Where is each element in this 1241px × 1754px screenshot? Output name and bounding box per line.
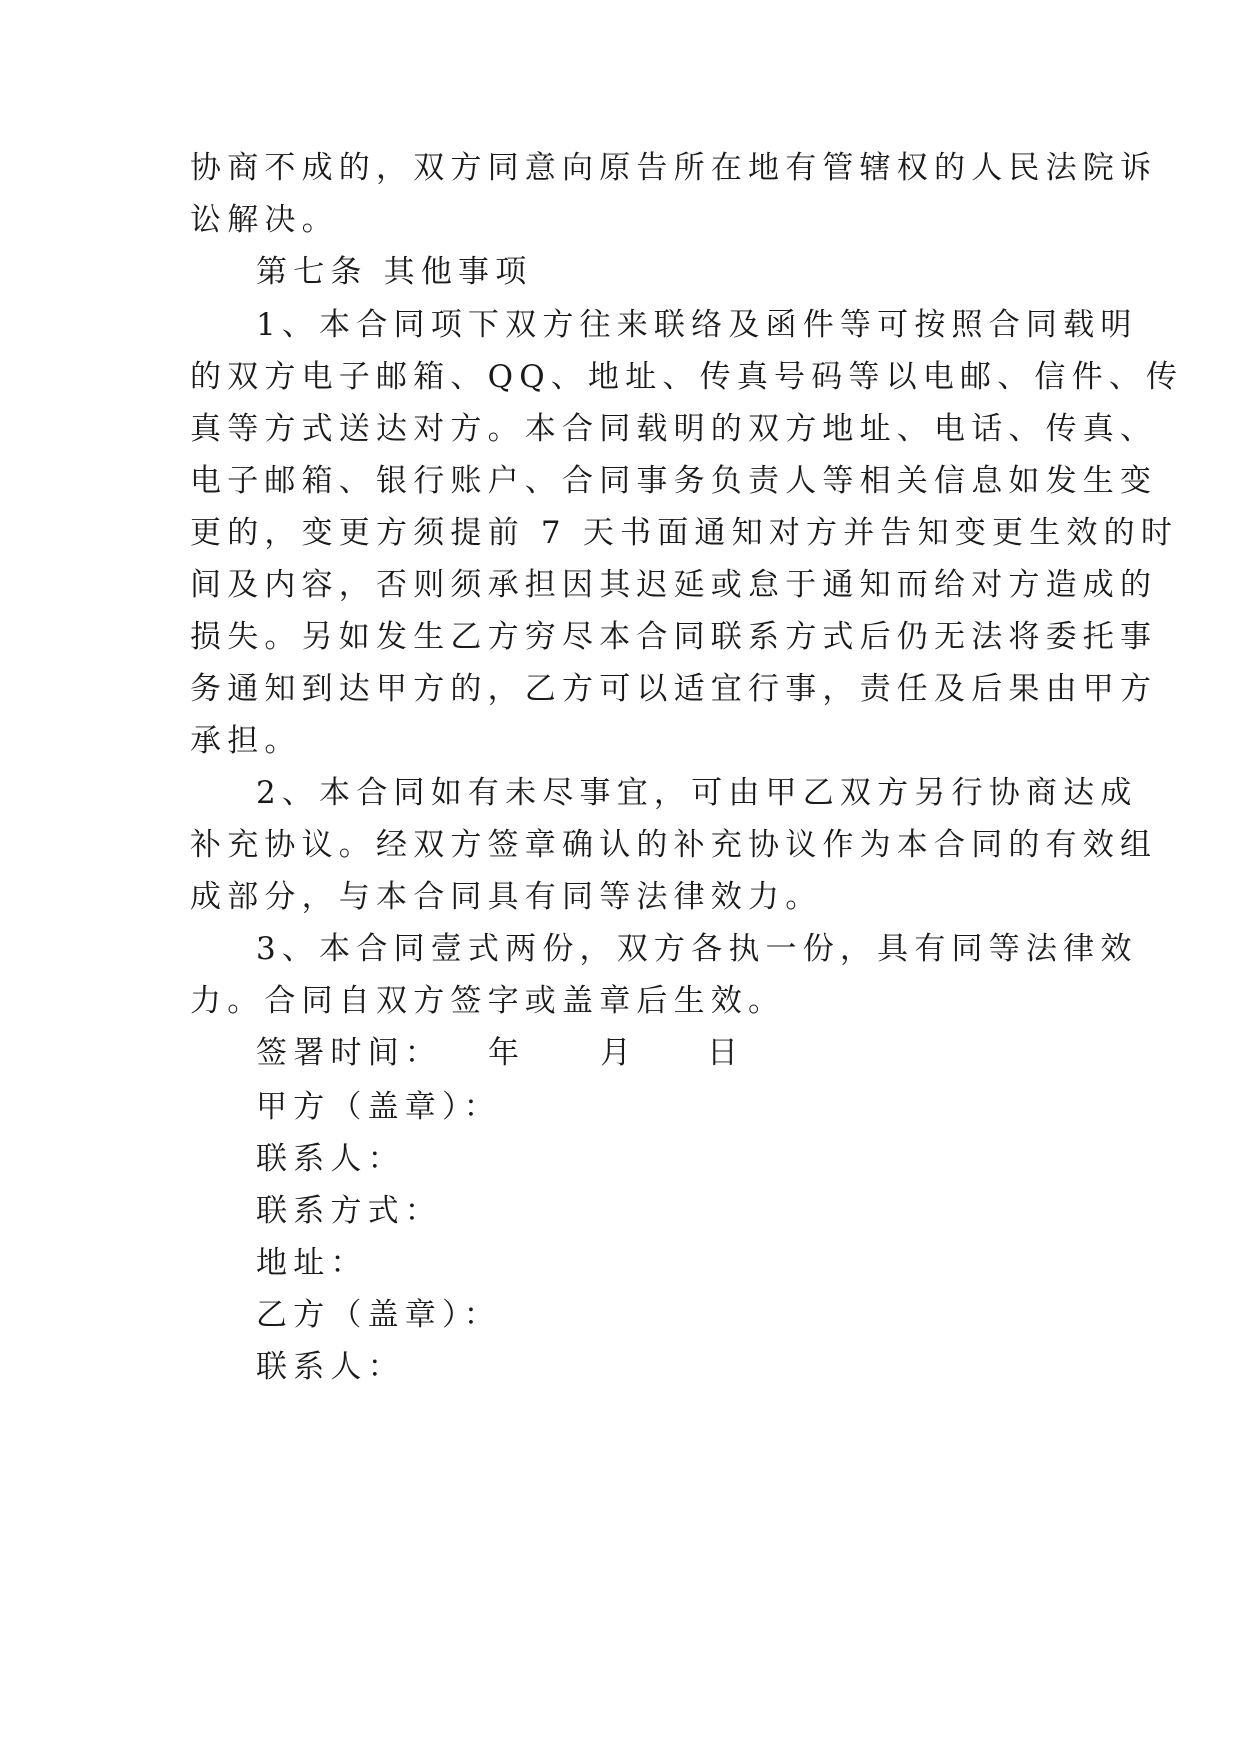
clause1-line-4: 电子邮箱、银行账户、合同事务负责人等相关信息如发生变 [190, 463, 1158, 499]
signing-date-label: 签署时间： [256, 1035, 442, 1071]
clause1-line-3: 真等方式送达对方。本合同载明的双方地址、电话、传真、 [190, 411, 1158, 447]
party-a-address: 地址： [256, 1245, 368, 1281]
section7-heading: 第七条 其他事项 [256, 254, 533, 290]
section6-line-1: 协商不成的，双方同意向原告所在地有管辖权的人民法院诉 [190, 150, 1158, 186]
party-a-phone: 联系方式： [256, 1193, 442, 1229]
party-b-seal: 乙方（盖章）： [256, 1297, 501, 1333]
party-b-contact: 联系人： [256, 1349, 405, 1385]
signing-date-year: 年 [488, 1035, 526, 1071]
clause2-line-1: 2、本合同如有未尽事宜，可由甲乙双方另行协商达成 [256, 775, 1138, 811]
clause1-line-1: 1、本合同项下双方往来联络及函件等可按照合同载明 [256, 307, 1138, 343]
clause1-line-9: 承担。 [190, 723, 302, 759]
clause1-line-7: 损失。另如发生乙方穷尽本合同联系方式后仍无法将委托事 [190, 619, 1158, 655]
signing-date-day: 日 [707, 1035, 745, 1071]
clause1-line-5: 更的，变更方须提前 7 天书面通知对方并告知变更生效的时 [190, 515, 1179, 551]
party-a-seal: 甲方（盖章）： [256, 1089, 501, 1125]
clause1-line-6: 间及内容，否则须承担因其迟延或怠于通知而给对方造成的 [190, 567, 1158, 603]
clause1-line-2: 的双方电子邮箱、QQ、地址、传真号码等以电邮、信件、传 [190, 359, 1184, 395]
clause1-line-8: 务通知到达甲方的，乙方可以适宜行事，责任及后果由甲方 [190, 671, 1158, 707]
section6-line-2: 讼解决。 [190, 202, 339, 238]
clause3-line-1: 3、本合同壹式两份，双方各执一份，具有同等法律效 [256, 931, 1138, 967]
signing-date-month: 月 [600, 1035, 638, 1071]
clause3-line-2: 力。合同自双方签字或盖章后生效。 [190, 983, 786, 1019]
party-a-contact: 联系人： [256, 1141, 405, 1177]
clause2-line-3: 成部分，与本合同具有同等法律效力。 [190, 879, 823, 915]
clause2-line-2: 补充协议。经双方签章确认的补充协议作为本合同的有效组 [190, 827, 1158, 863]
